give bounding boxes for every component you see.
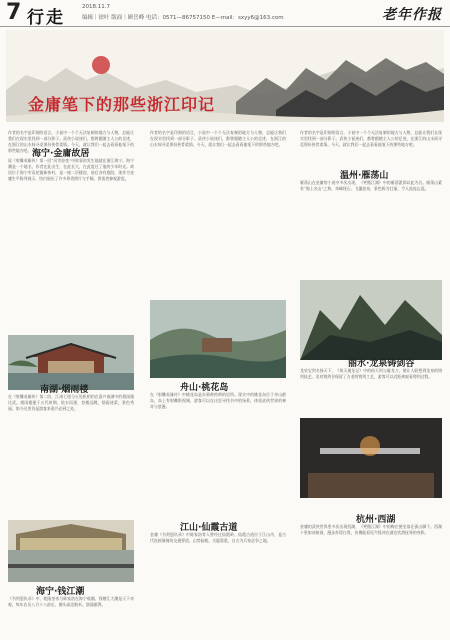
text-haining-guju: 说《射雕英雄传》第一回“风雪惊变”中故事的发生地就在浙江海宁。海宁潮是一个地名，作者在此出生，在此长大，在此度过了他的少年时光。故居位于海宁市袁花镇新伟村，是一座二层楼房，前后各有庭院，现作为金庸生平陈列展示，馆内展出了许多珍贵照片与手稿，供读者参观游览。 <box>8 158 134 182</box>
section-title: 行走 <box>27 8 65 28</box>
intro-text: 作者的名字是印刻的语言，小说中一个个无法复制的地方与人物，总能让我们在现实里找到一部分影子。武侠小说迷们，都曾跟随主人公的足迹，在浙江的山水间寻觅那份侠骨柔情。今天，就让我们一起去看看他笔下的那些地方吧。 <box>8 130 134 154</box>
text-taohuadao: 在《射雕英雄传》中桃花岛是东邪黄药师的居所。现实中的桃花岛位于舟山群岛，岛上有射雕影视城，游客可以在这里寻找书中的场景，体验武侠世界的神奇与浪漫。 <box>150 392 286 410</box>
photo-zhujian <box>300 418 442 498</box>
headline: 金庸笔下的那些浙江印记 <box>28 95 216 114</box>
heading-haining-guju: 海宁·金庸故居 <box>32 149 90 159</box>
email: E—mail：sxyy6@163.com <box>211 15 284 21</box>
photo-qianjiang <box>8 520 134 582</box>
photo-yandangshan <box>300 280 442 360</box>
text-xihu: 金庸的武侠世界里多次出现西湖，《笑傲江湖》中的梅庄便坐落在孤山脚下。西湖十景如诗如画，漫步苏堤白堤，仿佛能看见令狐冲在湖边饮酒抚琴的身影。 <box>300 524 442 536</box>
issue-date: 2018.11.7 <box>82 4 110 10</box>
text-qianjiangchao: 《书剑恩仇录》中，乾隆皇帝与陈家洛在海宁观潮。钱塘江大潮是天下奇观，每年农历八月十八前后，潮头高达数米，汹涌澎湃。 <box>8 596 134 608</box>
heading-longquan: 丽水·龙泉铸剑谷 <box>348 359 415 369</box>
photo-taohuadao <box>150 300 286 378</box>
phone: 电话：0571—86757150 <box>146 15 210 21</box>
page-number: 7 <box>6 0 22 25</box>
editors: 编辑｜徐叶 版面｜顾岳峰 <box>82 15 145 21</box>
text-nanhu: 在《射雕英雄传》第二回，江南七怪与丘处机相约在嘉兴南湖中的烟雨楼比武。烟雨楼建于五代时期，依水而建，登楼远眺，烟雨迷蒙，景色秀丽。如今这里仍是游客来嘉兴必到之处。 <box>8 394 134 412</box>
heading-xianxia: 江山·仙霞古道 <box>180 523 238 533</box>
text-longquan: 龙泉宝剑名扬天下，《倚天屠龙记》中的倚天剑与屠龙刀，便让人联想到龙泉的铸剑技艺。龙泉铸剑谷保留了古老的铸剑工艺，游客可以近距离观看铸剑过程。 <box>300 368 442 380</box>
text-middle-intro: 作者的名字是印刻的语言，小说中一个个无法复制的地方与人物，总能让我们在现实里找到一部分影子。武侠小说迷们，都曾跟随主人公的足迹，在浙江的山水间寻觅那份侠骨柔情。今天，就让我们一起去看看他笔下的那些地方吧。 <box>150 130 286 148</box>
heading-nanhu: 南湖·烟雨楼 <box>40 385 89 395</box>
newspaper-logo: 老年作报 <box>382 7 442 23</box>
text-yandang: 雁荡山在金庸的小说中多次出现，《笑傲江湖》中的雁荡派即以此为名。雁荡山素有“海上名山”之称，奇峰怪石、飞瀑流泉，景色极为壮丽，令人流连忘返。 <box>300 180 442 192</box>
text-xianxia: 金庸《书剑恩仇录》中陈家洛等人曾经过仙霞岭。仙霞古道位于江山市，是古代连接浙闽的交通要道，山势险峻，关隘重重，自古为兵家必争之地。 <box>150 532 286 544</box>
text-right-intro: 作者的名字是印刻的语言，小说中一个个无法复制的地方与人物，总能让我们在现实里找到一部分影子。武侠小说迷们，都曾跟随主人公的足迹，在浙江的山水间寻觅那份侠骨柔情。今天，就让我们一起去看看他笔下的那些地方吧。 <box>300 130 442 148</box>
heading-taohuadao: 舟山·桃花岛 <box>180 383 229 393</box>
heading-qianjiangchao: 海宁·钱江潮 <box>36 587 85 597</box>
heading-xihu: 杭州·西湖 <box>356 515 396 525</box>
page-header <box>0 0 450 27</box>
editor-info <box>82 13 284 21</box>
heading-yandang: 温州·雁荡山 <box>340 171 389 181</box>
